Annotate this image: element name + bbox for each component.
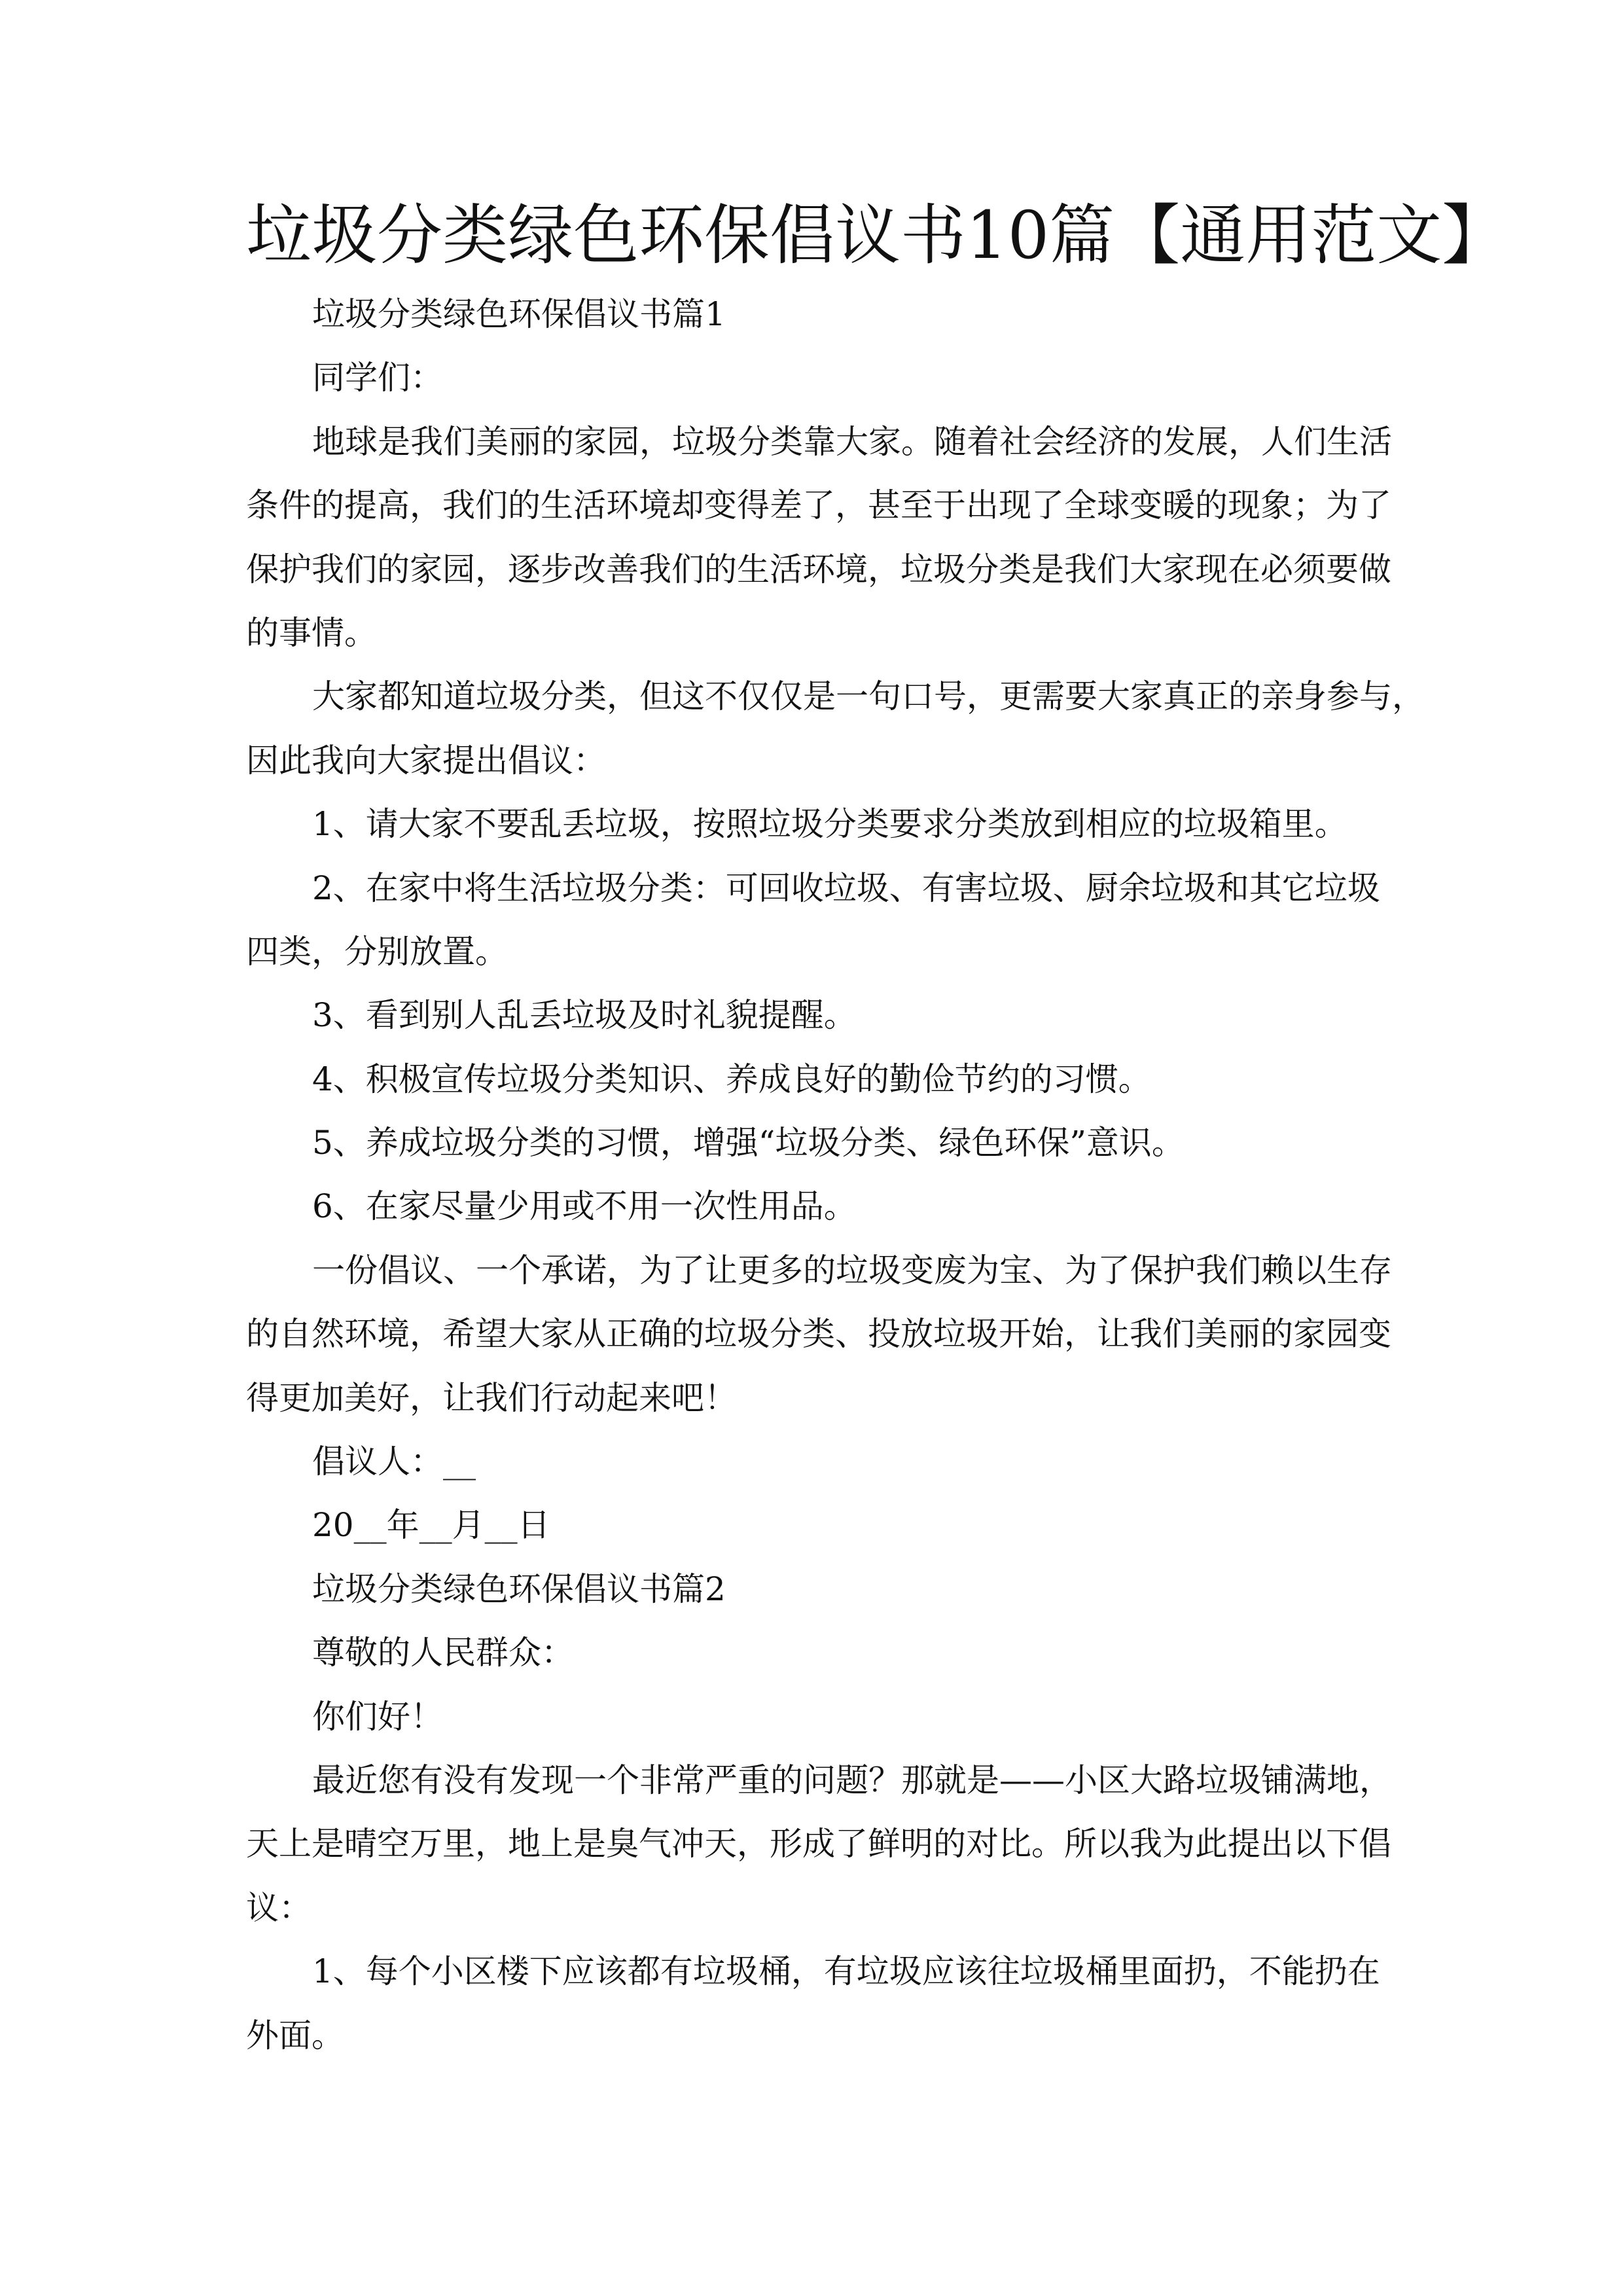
salutation-1 (246, 346, 1380, 410)
text-line: 5、养成垃圾分类的习惯，增强“垃圾分类、绿色环保”意识。 (312, 1124, 1185, 1162)
text-line: 地球是我们美丽的家园，垃圾分类靠大家。随着社会经济的发展，人们生活 (312, 422, 1392, 461)
section-heading-1 (246, 283, 1380, 346)
text-line: 条件的提高，我们的生活环境却变得差了，甚至于出现了全球变暖的现象；为了 (246, 486, 1391, 525)
text-line: 倡议人：__ (312, 1443, 476, 1481)
text-line: 6、在家尽量少用或不用一次性用品。 (312, 1187, 857, 1226)
greeting (246, 1685, 1380, 1749)
list-item (246, 1940, 1380, 2068)
list-item (246, 793, 1380, 856)
list-item (246, 857, 1380, 984)
signature (246, 1430, 1380, 1494)
text-line: 的事情。 (246, 613, 377, 652)
text-line: 议： (246, 1888, 312, 1927)
date (246, 1494, 1380, 1557)
text-line: 外面。 (246, 2016, 344, 2054)
text-line: 尊敬的人民群众： (312, 1634, 574, 1672)
text-line: 2、在家中将生活垃圾分类：可回收垃圾、有害垃圾、厨余垃圾和其它垃圾 (312, 869, 1380, 907)
list-item (246, 1048, 1380, 1111)
list-item (246, 984, 1380, 1047)
text-line: 1、请大家不要乱丢垃圾，按照垃圾分类要求分类放到相应的垃圾箱里。 (312, 805, 1347, 844)
paragraph (246, 410, 1392, 666)
text-line: 天上是晴空万里，地上是臭气冲天，形成了鲜明的对比。所以我为此提出以下倡 (246, 1825, 1391, 1863)
document-body (246, 283, 1425, 2068)
text-line: 四类，分别放置。 (246, 932, 508, 971)
text-line: 因此我向大家提出倡议： (246, 741, 606, 780)
text-line: 1、每个小区楼下应该都有垃圾桶，有垃圾应该往垃圾桶里面扔，不能扔在 (312, 1952, 1380, 1991)
salutation-2 (246, 1621, 1380, 1685)
text-line: 你们好！ (312, 1697, 443, 1736)
list-item (246, 1175, 1380, 1238)
list-item (246, 1111, 1380, 1175)
paragraph (246, 665, 1425, 793)
section-heading-2 (246, 1558, 1380, 1621)
text-line: 4、积极宣传垃圾分类知识、养成良好的勤俭节约的习惯。 (312, 1060, 1151, 1098)
text-line: 得更加美好，让我们行动起来吧！ (246, 1378, 737, 1417)
text-line: 一份倡议、一个承诺，为了让更多的垃圾变废为宝、为了保护我们赖以生存 (312, 1251, 1392, 1289)
text-line: 的自然环境，希望大家从正确的垃圾分类、投放垃圾开始，让我们美丽的家园变 (246, 1315, 1391, 1354)
text-line: 保护我们的家园，逐步改善我们的生活环境，垃圾分类是我们大家现在必须要做 (246, 550, 1391, 588)
document-title: 垃圾分类绿色环保倡议书10篇【通用范文】 (246, 197, 1508, 274)
text-line: 最近您有没有发现一个非常严重的问题？那就是——小区大路垃圾铺满地， (312, 1761, 1392, 1799)
text-line: 垃圾分类绿色环保倡议书篇2 (312, 1570, 726, 1608)
text-line: 同学们： (312, 359, 443, 397)
text-line: 20__年__月__日 (312, 1506, 550, 1545)
text-line: 垃圾分类绿色环保倡议书篇1 (312, 295, 726, 333)
paragraph (246, 1239, 1392, 1430)
paragraph (246, 1749, 1392, 1940)
text-line: 3、看到别人乱丢垃圾及时礼貌提醒。 (312, 996, 857, 1035)
text-line: 大家都知道垃圾分类，但这不仅仅是一句口号，更需要大家真正的亲身参与， (312, 677, 1425, 716)
